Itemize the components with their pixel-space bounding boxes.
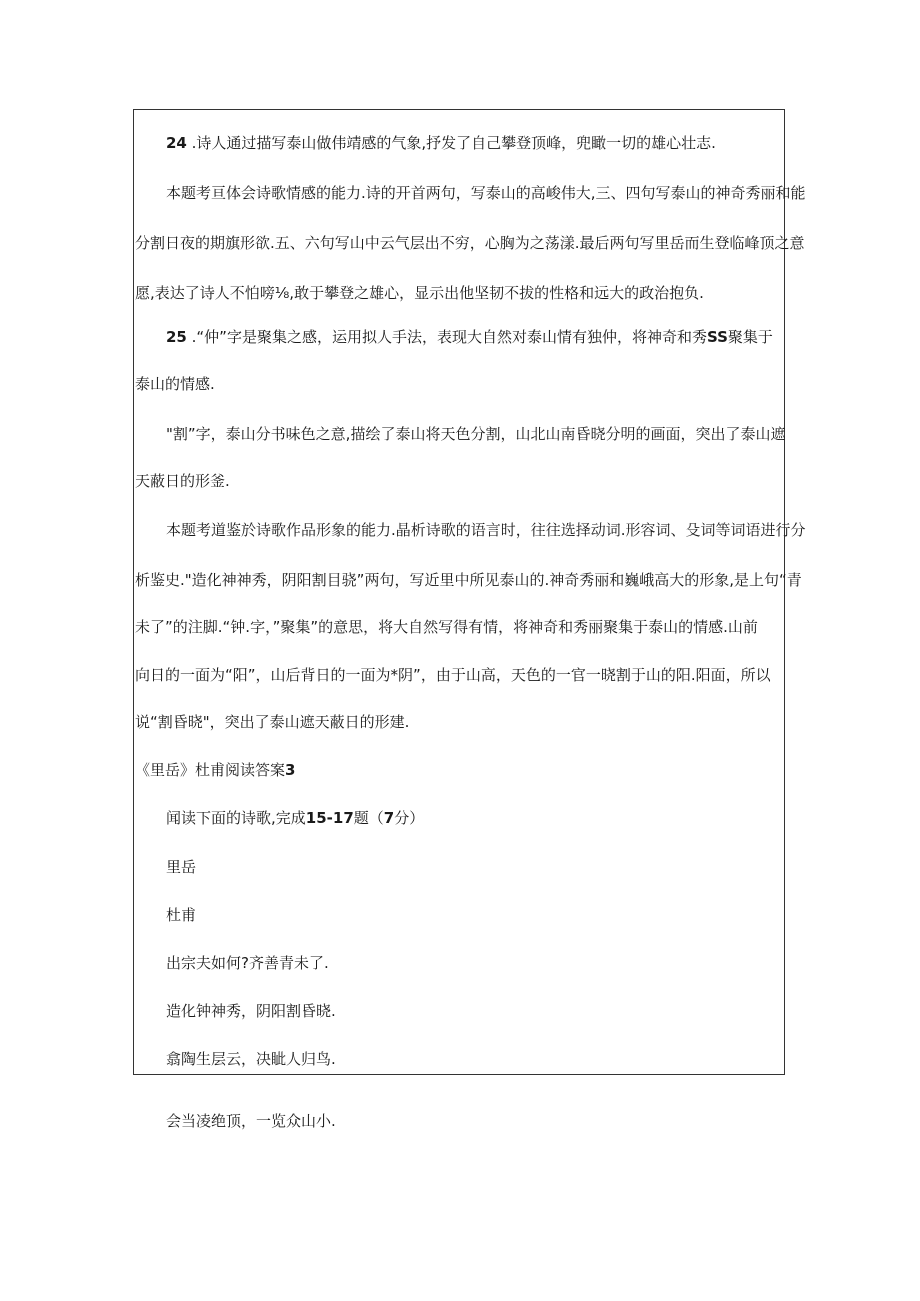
heading-text: 《里岳》杜甫阅读答案: [135, 761, 286, 779]
poem-line: 会当凌绝顶，一览众山小.: [166, 1112, 336, 1130]
section-heading: [135, 760, 295, 780]
poem-line: 出宗夫如何?齐善青未了.: [166, 954, 329, 972]
paragraph-line: 本题考亘体会诗歌情感的能力.诗的开首两句，写泰山的高峻伟大,三、四句写泰山的神奇秀丽和能: [166, 184, 806, 202]
answer-text-tail: 聚集于: [727, 328, 773, 346]
table-frame: [133, 109, 785, 1075]
question-number: 25: [166, 328, 187, 346]
paragraph-line: 析鉴史."造化神神秀，阴阳割目骁”两句，写近里中所见泰山的.神奇秀丽和巍峨高大的形象,是上句“青: [135, 571, 802, 589]
instruction-text: 闻读下面的诗歌,完成: [166, 809, 306, 827]
poem-title: 里岳: [166, 858, 197, 876]
question-number: 24: [166, 134, 187, 152]
paragraph-line: 泰山的情感.: [135, 375, 215, 393]
paragraph-line: 向日的一面为“阳”，山后背日的一面为*阴”，由于山高，天色的一官一晓割于山的阳.阳面，所以: [135, 666, 771, 684]
paragraph-line: 天蔽日的形釜.: [135, 472, 230, 490]
answer-text: .“仲”字是聚集之感，运用拟人手法，表现大自然对泰山情有独仲，将神奇和秀: [186, 328, 707, 346]
paragraph-line: 分割日夜的期旗形欲.五、六句写山中云气层出不穷，心胸为之荡漾.最后两句写里岳而生登临峰顶之意: [135, 234, 805, 252]
paragraph-line: 说“割昏晓"，突出了泰山遮天蔽日的形建.: [135, 713, 410, 731]
bold-fragment: SS: [706, 328, 728, 346]
instruction-text-mid: 题（: [353, 809, 384, 827]
answer-text: .诗人通过描写泰山做伟靖感的气象,抒发了自己攀登顶峰，兜瞰一切的雄心壮志.: [186, 134, 716, 152]
paragraph-line: 未了”的注脚.“钟.字，”聚集”的意思，将大自然写得有情，将神奇和秀丽聚集于泰山的情感.山前: [135, 618, 758, 636]
score-number: 7: [383, 809, 395, 827]
answer-24-line: [166, 133, 716, 153]
poem-line: 翕陶生层云，决眦人归鸟.: [166, 1050, 336, 1068]
poem-author: 杜甫: [166, 906, 197, 924]
instruction-line: [166, 808, 424, 828]
question-range: 15-17: [305, 809, 354, 827]
paragraph-line: 本题考道鉴於诗歌作品形象的能力.晶析诗歌的语言时，往往选择动词.形容词、殳词等词语进行分: [166, 521, 806, 539]
paragraph-line: 愿,表达了诗人不怕嗙⅛,敢于攀登之雄心，显示出他坚韧不拔的性格和远大的政治抱负.: [135, 284, 704, 302]
poem-line: 造化钟神秀，阴阳割昏晓.: [166, 1002, 336, 1020]
instruction-text-tail: 分）: [394, 809, 425, 827]
answer-25-line: [166, 327, 773, 347]
paragraph-line: "割”字，泰山分书味色之意,描绘了泰山将天色分割，山北山南昏晓分明的画面，突出了泰山遮: [166, 425, 786, 443]
heading-number: 3: [285, 761, 296, 779]
